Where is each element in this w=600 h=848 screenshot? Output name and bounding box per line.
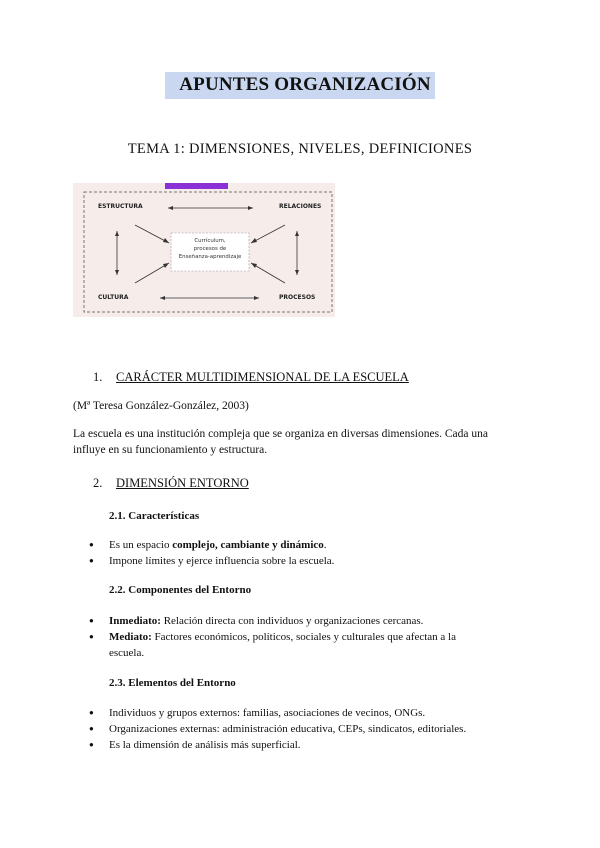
arrowhead-left-bottom [115,270,119,275]
list-item: ● Impone límites y ejerce influencia sobre la escuela. [89,553,509,569]
subsection-2-1-heading: 2.1. Características [109,510,200,522]
center-box-text [171,237,249,261]
list-item: ● Mediato: Factores económicos, políticos, sociales y culturales que afectan a la escuela. [89,629,509,661]
label-estructura: ESTRUCTURA [98,203,143,210]
center-box-line-3: Enseñanza-aprendizaje [178,254,242,260]
label-cultura: CULTURA [98,294,129,301]
arrowhead-diag-bl [163,263,169,268]
section-2-heading [93,476,249,491]
paragraph-line-2: influye en su funcionamiento y estructura. [73,444,268,456]
paragraph-line-1: La escuela es una institución compleja que se organiza en diversas dimensiones. Cada una [73,428,488,440]
subsection-2-3-list [89,705,509,753]
label-relaciones: RELACIONES [279,203,322,210]
label-procesos: PROCESOS [279,294,316,301]
list-item: ● Organizaciones externas: administración educativa, CEPs, sindicatos, editoriales. [89,721,509,737]
center-box-line-2: procesos de [193,246,227,252]
subsection-2-1-list [89,537,509,569]
subsection-2-3-heading: 2.3. Elementos del Entorno [109,677,236,689]
arrowhead-right-bottom [295,270,299,275]
section-1-title: CARÁCTER MULTIDIMENSIONAL DE LA ESCUELA [116,370,409,384]
center-box-line-1: Currículum, [194,238,226,244]
section-1-paragraph [73,426,533,458]
arrowhead-diag-tl [163,238,169,243]
section-1-number: 1. [93,370,103,384]
list-item: ● Es un espacio complejo, cambiante y dinámico. [89,537,509,553]
section-2-number: 2. [93,476,103,490]
arrowhead-diag-br [251,263,257,268]
arrow-diag-br [251,263,285,283]
list-item: ● Individuos y grupos externos: familias, asociaciones de vecinos, ONGs. [89,705,509,721]
arrowhead-left-top [115,231,119,236]
arrowhead-right-top [295,231,299,236]
document-title: APUNTES ORGANIZACIÓN [165,72,435,99]
arrowhead-top-left [168,206,173,210]
list-item: ● Inmediato: Relación directa con individuos y organizaciones cercanas. [89,613,509,629]
arrowhead-top-right [248,206,253,210]
arrowhead-diag-tr [251,238,257,243]
arrowhead-bottom-left [160,296,165,300]
subsection-2-2-heading: 2.2. Componentes del Entorno [109,584,252,596]
arrowhead-bottom-right [254,296,259,300]
list-item: ● Es la dimensión de análisis más superficial. [89,737,509,753]
title-wrap [0,72,600,99]
citation: (Mª Teresa González-González, 2003) [73,400,249,412]
arrow-diag-bl [135,263,169,283]
section-2-title: DIMENSIÓN ENTORNO [116,476,249,490]
section-1-heading [93,370,409,385]
subsection-2-2-list [89,613,509,661]
document-subtitle: TEMA 1: DIMENSIONES, NIVELES, DEFINICIONES [127,141,473,157]
dimensions-diagram [73,183,335,317]
diagram-accent-bar [165,183,228,189]
